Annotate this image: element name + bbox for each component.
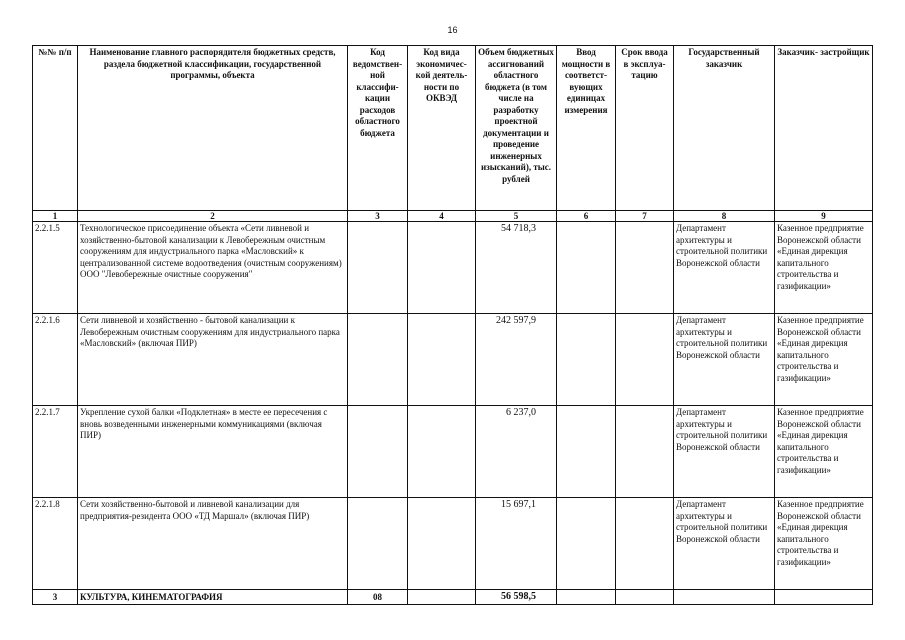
header-amount: Объем бюджетных ассигнований областного бюджета (в том числе на разработку проектной документации и проведение инженерных изысканий), тыс. рублей xyxy=(476,46,557,211)
row-amount: 6 237,0 xyxy=(476,406,557,498)
row-developer: Казенное предприятие Воронежской области «Единая дирекция капитального строительства и газификации» xyxy=(775,406,873,498)
row-object-name: Сети хозяйственно-бытовой и ливневой канализации для предприятия-резидента ООО «ТД Маршал» (включая ПИР) xyxy=(78,498,348,590)
table-row xyxy=(33,314,873,406)
row-object-name: Сети ливневой и хозяйственно - бытовой канализации к Левобережным очистным сооружениям для индустриального парка «Масловский» (включая ПИР) xyxy=(78,314,348,406)
row-amount: 242 597,9 xyxy=(476,314,557,406)
column-number: 4 xyxy=(408,211,476,222)
row-object-name: Технологическое присоединение объекта «Сети ливневой и хозяйственно-бытовой канализации к Левобережным очистным сооружениям для индустриального парка «Масловский» к централизованной системе водоотведения (очистным сооружениям) ООО "Левобережные очистные сооружения" xyxy=(78,222,348,314)
row-object-name: Укрепление сухой балки «Подклетная» в месте ее пересечения с вновь возведенными инженерными коммуникациями (включая ПИР) xyxy=(78,406,348,498)
summary-row xyxy=(33,590,873,605)
row-num: 2.2.1.8 xyxy=(33,498,78,590)
row-capacity xyxy=(557,222,616,314)
table-row xyxy=(33,498,873,590)
header-name: Наименование главного распорядителя бюджетных средств, раздела бюджетной классификации, государственной программы, объекта xyxy=(78,46,348,211)
row-amount: 15 697,1 xyxy=(476,498,557,590)
row-okved xyxy=(408,406,476,498)
row-developer: Казенное предприятие Воронежской области «Единая дирекция капитального строительства и газификации» xyxy=(775,498,873,590)
row-capacity xyxy=(557,314,616,406)
row-code xyxy=(348,314,408,406)
row-okved xyxy=(408,498,476,590)
column-number: 7 xyxy=(616,211,674,222)
row-code xyxy=(348,406,408,498)
row-customer: Департамент архитектуры и строительной политики Воронежской области xyxy=(674,498,775,590)
row-customer: Департамент архитектуры и строительной политики Воронежской области xyxy=(674,406,775,498)
table-row xyxy=(33,406,873,498)
row-term xyxy=(616,222,674,314)
column-number: 8 xyxy=(674,211,775,222)
row-term xyxy=(616,314,674,406)
column-number: 5 xyxy=(476,211,557,222)
column-number: 2 xyxy=(78,211,348,222)
summary-name: КУЛЬТУРА, КИНЕМАТОГРАФИЯ xyxy=(78,590,348,605)
header-okved: Код вида экономичес- кой деятель- ности по ОКВЭД xyxy=(408,46,476,211)
table-row xyxy=(33,222,873,314)
row-num: 2.2.1.5 xyxy=(33,222,78,314)
header-customer: Государственный заказчик xyxy=(674,46,775,211)
header-developer: Заказчик- застройщик xyxy=(775,46,873,211)
header-num: №№ п/п xyxy=(33,46,78,211)
summary-code: 08 xyxy=(348,590,408,605)
row-okved xyxy=(408,222,476,314)
summary-customer xyxy=(674,590,775,605)
column-number: 6 xyxy=(557,211,616,222)
summary-capacity xyxy=(557,590,616,605)
summary-developer xyxy=(775,590,873,605)
row-capacity xyxy=(557,498,616,590)
column-number: 1 xyxy=(33,211,78,222)
row-num: 2.2.1.7 xyxy=(33,406,78,498)
header-row xyxy=(33,46,873,211)
row-amount: 54 718,3 xyxy=(476,222,557,314)
row-developer: Казенное предприятие Воронежской области «Единая дирекция капитального строительства и газификации» xyxy=(775,314,873,406)
summary-num: 3 xyxy=(33,590,78,605)
row-customer: Департамент архитектуры и строительной политики Воронежской области xyxy=(674,222,775,314)
row-code xyxy=(348,498,408,590)
header-code: Код ведомствен- ной классифи- кации расходов областного бюджета xyxy=(348,46,408,211)
column-number-row xyxy=(33,211,873,222)
summary-okved xyxy=(408,590,476,605)
header-capacity: Ввод мощности в соответст- вующих единицах измерения xyxy=(557,46,616,211)
row-okved xyxy=(408,314,476,406)
row-num: 2.2.1.6 xyxy=(33,314,78,406)
column-number: 3 xyxy=(348,211,408,222)
budget-table xyxy=(32,45,873,605)
row-developer: Казенное предприятие Воронежской области «Единая дирекция капитального строительства и газификации» xyxy=(775,222,873,314)
row-term xyxy=(616,406,674,498)
summary-term xyxy=(616,590,674,605)
row-term xyxy=(616,498,674,590)
row-capacity xyxy=(557,406,616,498)
summary-amount: 56 598,5 xyxy=(476,590,557,605)
header-term: Срок ввода в эксплуа- тацию xyxy=(616,46,674,211)
row-customer: Департамент архитектуры и строительной политики Воронежской области xyxy=(674,314,775,406)
row-code xyxy=(348,222,408,314)
column-number: 9 xyxy=(775,211,873,222)
page-number: 16 xyxy=(447,25,458,35)
